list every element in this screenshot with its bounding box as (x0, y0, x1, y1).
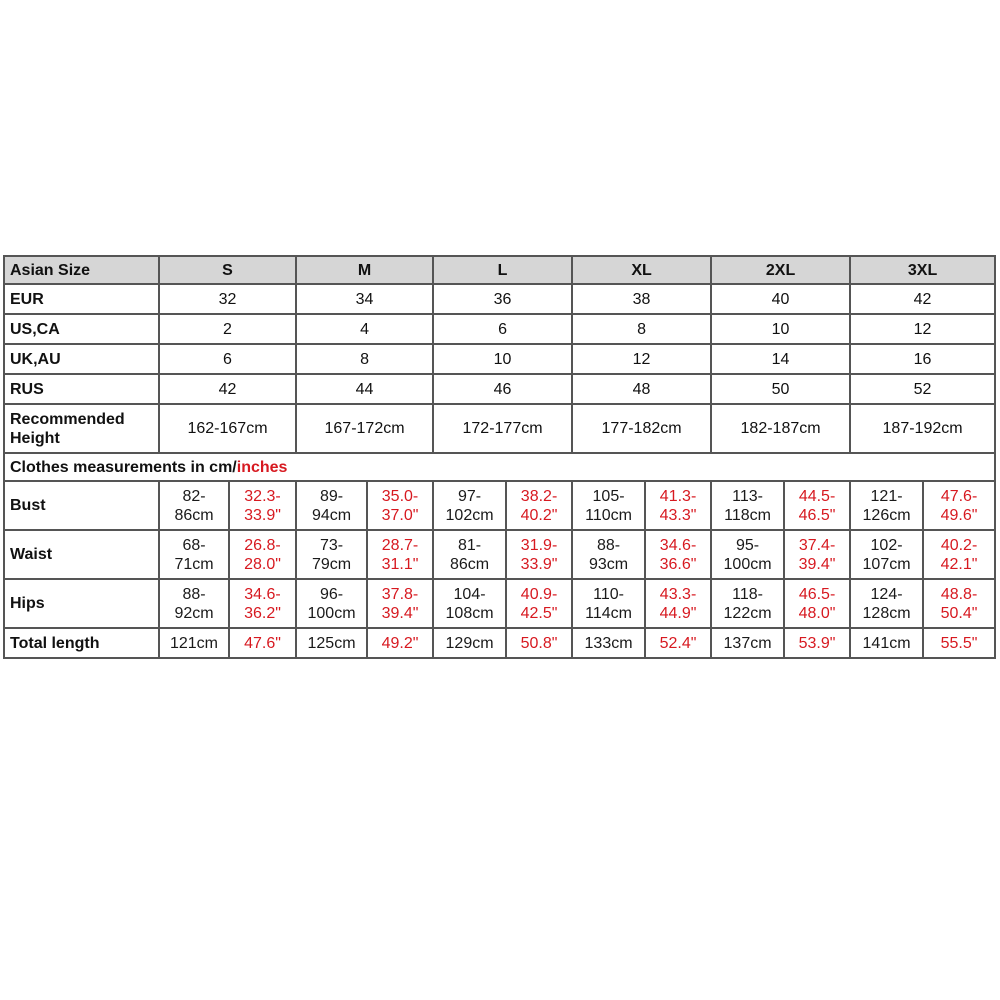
table-cell: 48 (572, 374, 711, 404)
table-cell: 6 (433, 314, 572, 344)
row-label: UK,AU (4, 344, 159, 374)
size-col-xl: XL (572, 256, 711, 284)
cm-cell: 113- 118cm (711, 481, 784, 530)
row-hips (4, 579, 995, 628)
cm-cell: 124- 128cm (850, 579, 923, 628)
inch-cell: 46.5- 48.0" (784, 579, 850, 628)
table-cell: 42 (850, 284, 995, 314)
measurements-heading-inches: inches (236, 458, 288, 476)
table-cell: 182-187cm (711, 404, 850, 453)
measurements-heading-row (4, 453, 995, 481)
cm-cell: 104- 108cm (433, 579, 506, 628)
table-cell: 32 (159, 284, 296, 314)
table-cell: 14 (711, 344, 850, 374)
cm-cell: 137cm (711, 628, 784, 658)
header-asian-size-label: Asian Size (4, 256, 159, 284)
cm-cell: 73- 79cm (296, 530, 367, 579)
table-cell: 40 (711, 284, 850, 314)
inch-cell: 44.5- 46.5" (784, 481, 850, 530)
inch-cell: 37.8- 39.4" (367, 579, 433, 628)
inch-cell: 38.2- 40.2" (506, 481, 572, 530)
inch-cell: 50.8" (506, 628, 572, 658)
inch-cell: 53.9" (784, 628, 850, 658)
cm-cell: 81- 86cm (433, 530, 506, 579)
row-label: Hips (4, 579, 159, 628)
size-col-s: S (159, 256, 296, 284)
cm-cell: 121- 126cm (850, 481, 923, 530)
inch-cell: 37.4- 39.4" (784, 530, 850, 579)
size-col-2xl: 2XL (711, 256, 850, 284)
inch-cell: 28.7- 31.1" (367, 530, 433, 579)
row-rus (4, 374, 995, 404)
row-label: Total length (4, 628, 159, 658)
table-cell: 52 (850, 374, 995, 404)
table-cell: 12 (572, 344, 711, 374)
table-cell: 162-167cm (159, 404, 296, 453)
inch-cell: 34.6- 36.2" (229, 579, 296, 628)
table-cell: 38 (572, 284, 711, 314)
row-label-line: Height (10, 429, 60, 447)
cm-cell: 82- 86cm (159, 481, 229, 530)
cm-cell: 110- 114cm (572, 579, 645, 628)
row-label: Bust (4, 481, 159, 530)
row-waist (4, 530, 995, 579)
cm-cell: 88- 93cm (572, 530, 645, 579)
table-cell: 34 (296, 284, 433, 314)
table-cell: 177-182cm (572, 404, 711, 453)
cm-cell: 125cm (296, 628, 367, 658)
row-eur (4, 284, 995, 314)
cm-cell: 102- 107cm (850, 530, 923, 579)
inch-cell: 47.6" (229, 628, 296, 658)
cm-cell: 121cm (159, 628, 229, 658)
inch-cell: 34.6- 36.6" (645, 530, 711, 579)
table-cell: 12 (850, 314, 995, 344)
cm-cell: 88- 92cm (159, 579, 229, 628)
row-total-length (4, 628, 995, 658)
inch-cell: 40.2- 42.1" (923, 530, 995, 579)
table-cell: 10 (433, 344, 572, 374)
inch-cell: 26.8- 28.0" (229, 530, 296, 579)
table-cell: 8 (296, 344, 433, 374)
cm-cell: 97- 102cm (433, 481, 506, 530)
cm-cell: 129cm (433, 628, 506, 658)
row-recommended-height (4, 404, 995, 453)
measurements-heading-prefix: Clothes measurements in cm/ (10, 458, 237, 476)
table-cell: 44 (296, 374, 433, 404)
cm-cell: 96- 100cm (296, 579, 367, 628)
inch-cell: 40.9- 42.5" (506, 579, 572, 628)
table-cell: 167-172cm (296, 404, 433, 453)
cm-cell: 68- 71cm (159, 530, 229, 579)
cm-cell: 105- 110cm (572, 481, 645, 530)
size-chart-table (3, 255, 996, 659)
table-cell: 2 (159, 314, 296, 344)
inch-cell: 43.3- 44.9" (645, 579, 711, 628)
measurements-heading (4, 453, 995, 481)
table-cell: 172-177cm (433, 404, 572, 453)
inch-cell: 52.4" (645, 628, 711, 658)
row-uk-au (4, 344, 995, 374)
table-cell: 4 (296, 314, 433, 344)
size-col-l: L (433, 256, 572, 284)
row-label: US,CA (4, 314, 159, 344)
cm-cell: 133cm (572, 628, 645, 658)
cm-cell: 95- 100cm (711, 530, 784, 579)
table-cell: 6 (159, 344, 296, 374)
inch-cell: 48.8- 50.4" (923, 579, 995, 628)
row-bust (4, 481, 995, 530)
header-row (4, 256, 995, 284)
table-cell: 16 (850, 344, 995, 374)
inch-cell: 47.6- 49.6" (923, 481, 995, 530)
inch-cell: 32.3- 33.9" (229, 481, 296, 530)
inch-cell: 49.2" (367, 628, 433, 658)
row-label: RUS (4, 374, 159, 404)
table-cell: 10 (711, 314, 850, 344)
table-cell: 46 (433, 374, 572, 404)
cm-cell: 141cm (850, 628, 923, 658)
table-cell: 42 (159, 374, 296, 404)
table-cell: 187-192cm (850, 404, 995, 453)
cm-cell: 118- 122cm (711, 579, 784, 628)
row-label: EUR (4, 284, 159, 314)
row-label: Waist (4, 530, 159, 579)
row-label-line: Recommended (10, 410, 125, 428)
table-cell: 50 (711, 374, 850, 404)
cm-cell: 89- 94cm (296, 481, 367, 530)
row-label (4, 404, 159, 453)
table-cell: 36 (433, 284, 572, 314)
inch-cell: 31.9- 33.9" (506, 530, 572, 579)
size-col-m: M (296, 256, 433, 284)
size-col-3xl: 3XL (850, 256, 995, 284)
inch-cell: 35.0- 37.0" (367, 481, 433, 530)
inch-cell: 41.3- 43.3" (645, 481, 711, 530)
table-cell: 8 (572, 314, 711, 344)
inch-cell: 55.5" (923, 628, 995, 658)
row-us-ca (4, 314, 995, 344)
